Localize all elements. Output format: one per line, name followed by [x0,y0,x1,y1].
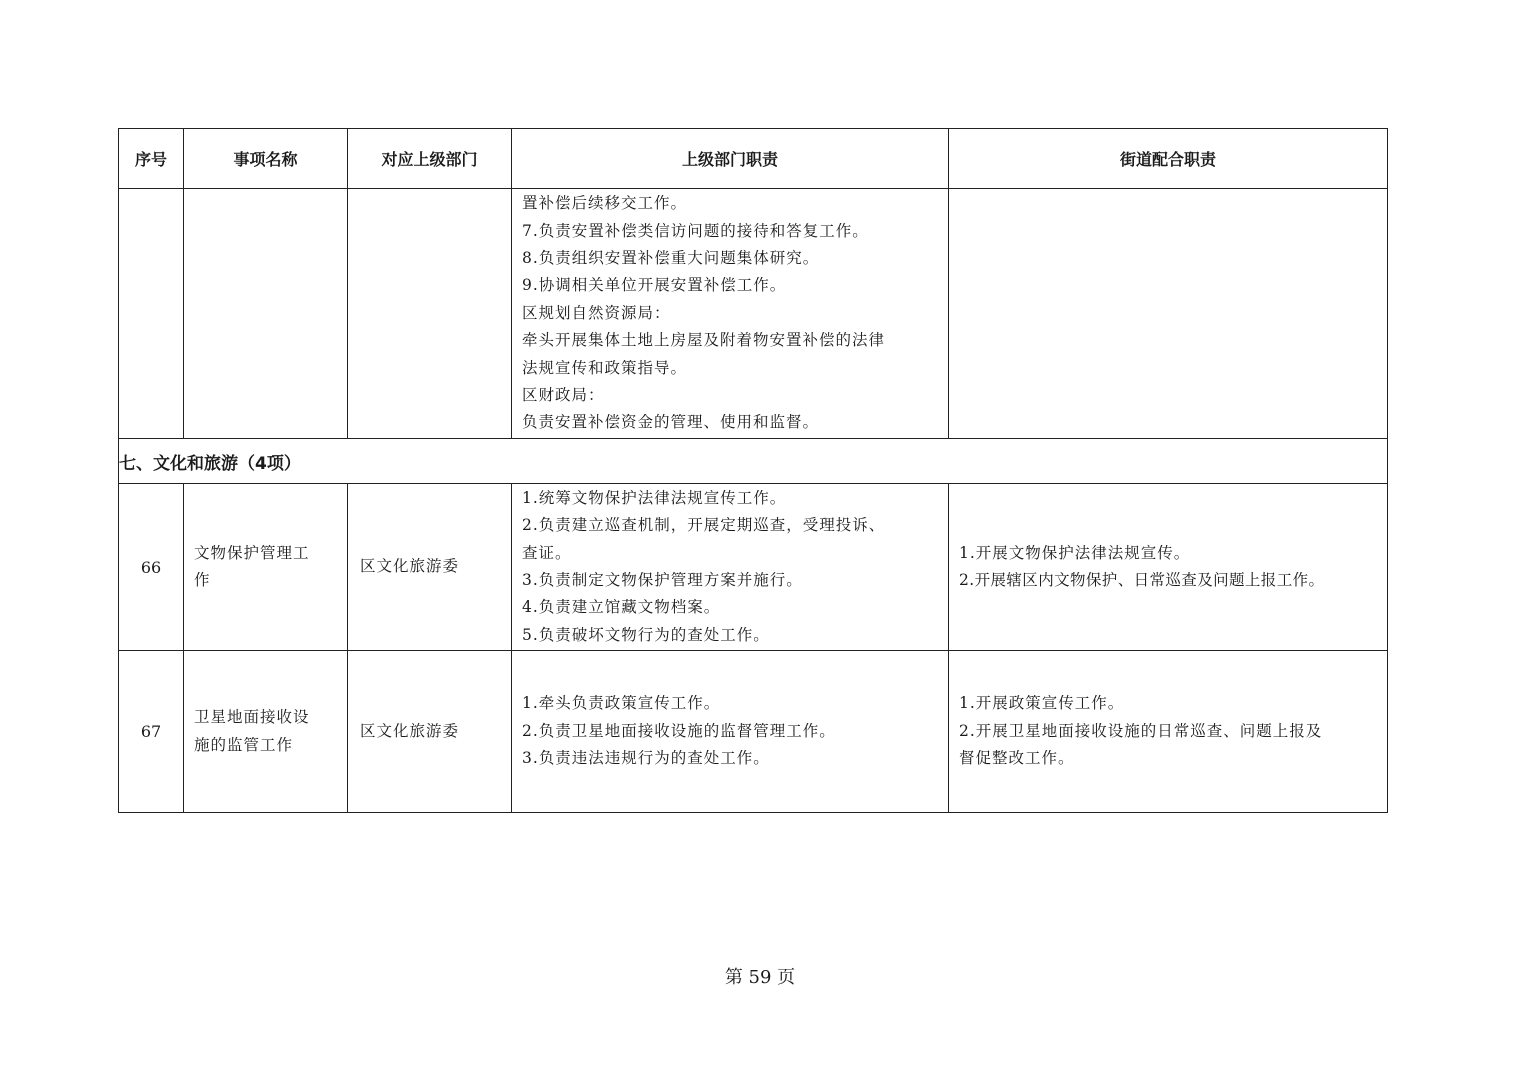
cell-no [119,189,184,439]
cell-item-name [184,189,348,439]
header-street-duties: 街道配合职责 [949,129,1388,189]
header-no: 序号 [119,129,184,189]
dept-name: 区文化旅游委 [360,557,460,576]
duty-line: 区财政局： [522,386,605,405]
cell-duties [512,189,949,439]
duties-table [118,128,1388,813]
street-duty-line: 督促整改工作。 [959,749,1075,768]
street-duty-line: 1.开展政策宣传工作。 [959,694,1125,713]
cell-duties [512,484,949,651]
page-number: 第 59 页 [724,967,796,988]
duty-line: 1.统筹文物保护法律法规宣传工作。 [522,488,787,507]
section-row [119,439,1388,484]
cell-duties [512,651,949,813]
duty-line: 4.负责建立馆藏文物档案。 [522,598,721,617]
cell-street [949,189,1388,439]
duty-line: 3.负责制定文物保护管理方案并施行。 [522,571,803,589]
duty-line: 8.负责组织安置补偿重大问题集体研究。 [522,248,820,267]
duty-line: 7.负责安置补偿类信访问题的接待和答复工作。 [522,221,869,240]
cell-dept [348,484,512,651]
cell-no: 66 [119,484,184,651]
cell-dept [348,651,512,813]
duty-line: 1.牵头负责政策宣传工作。 [522,694,721,713]
duty-line: 2.负责卫星地面接收设施的监督管理工作。 [522,721,836,740]
table-row-continuation [119,189,1388,439]
item-name-line: 文物保护管理工 [194,543,310,562]
cell-street [949,484,1388,651]
item-name-line: 作 [194,571,211,589]
cell-item-name [184,484,348,651]
duty-line: 置补偿后续移交工作。 [522,194,688,213]
duty-line: 9.协调相关单位开展安置补偿工作。 [522,276,787,295]
street-duty-line: 2.开展卫星地面接收设施的日常巡查、问题上报及 [959,721,1323,740]
item-name-line: 卫星地面接收设 [194,708,310,727]
duty-line: 牵头开展集体土地上房屋及附着物安置补偿的法律 [522,331,886,350]
duty-line: 区规划自然资源局： [522,303,671,322]
street-duty-line: 1.开展文物保护法律法规宣传。 [959,543,1191,562]
section-title: 七、文化和旅游（4项） [119,439,1388,484]
duty-line: 负责安置补偿资金的管理、使用和监督。 [522,413,820,432]
cell-no: 67 [119,651,184,813]
duty-line: 2.负责建立巡查机制，开展定期巡查，受理投诉、 [522,516,886,535]
duty-line: 3.负责违法违规行为的查处工作。 [522,749,770,768]
cell-dept [348,189,512,439]
header-item-name: 事项名称 [184,129,348,189]
header-superior-duties: 上级部门职责 [512,129,949,189]
street-duty-line: 2.开展辖区内文物保护、日常巡查及问题上报工作。 [959,571,1325,589]
dept-name: 区文化旅游委 [360,721,460,740]
table-row [119,651,1388,813]
duty-line: 查证。 [522,543,572,562]
cell-street [949,651,1388,813]
header-superior-dept: 对应上级部门 [348,129,512,189]
duty-line: 5.负责破坏文物行为的查处工作。 [522,625,770,644]
item-name-line: 施的监管工作 [194,735,294,754]
duty-line: 法规宣传和政策指导。 [522,358,688,377]
table-row [119,484,1388,651]
table-header-row [119,129,1388,189]
cell-item-name [184,651,348,813]
